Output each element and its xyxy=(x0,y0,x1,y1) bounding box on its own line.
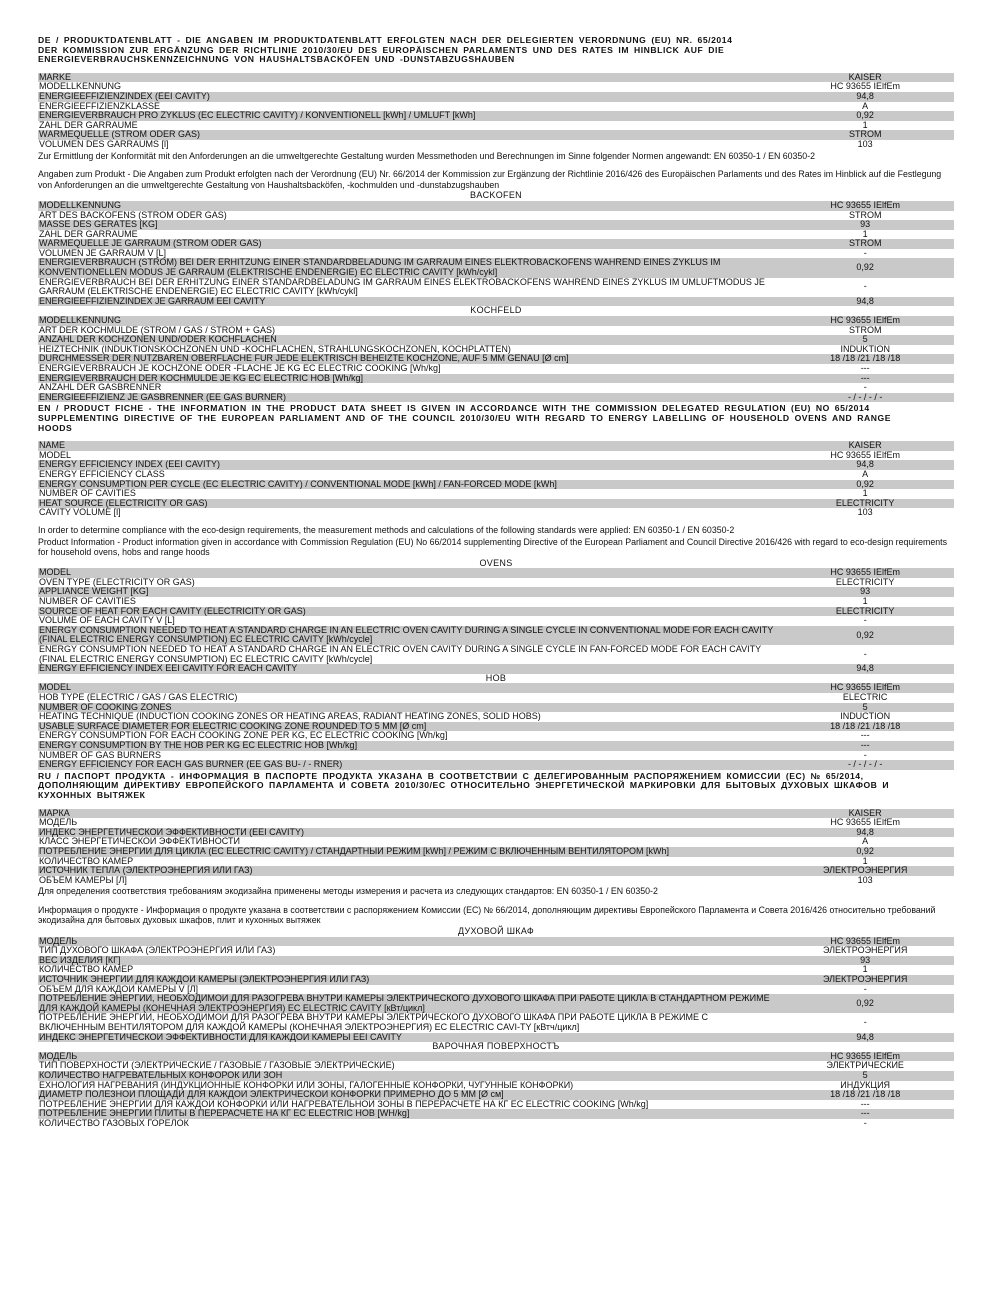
spec-value: --- xyxy=(775,1100,954,1110)
spec-label: ОБЪЕМ КАМЕРЫ [Л] xyxy=(38,876,775,886)
spec-label: КОЛИЧЕСТВО КАМЕР xyxy=(38,965,775,975)
spec-row xyxy=(38,818,954,828)
spec-row xyxy=(38,946,954,956)
spec-label: ЕХНОЛОГИЯ НАГРЕВАНИЯ (ИНДУКЦИОННЫЕ КОНФОРКИ ИЛИ ЗОНЫ, ГАЛОГЕННЫЕ КОНФОРКИ, ЧУГУННЫЕ КОНФОРКИ) xyxy=(38,1081,775,1091)
spec-label: ТИП ДУХОВОГО ШКАФА (ЭЛЕКТРОЭНЕРГИЯ ИЛИ ГАЗ) xyxy=(38,946,775,956)
spec-label: ENERGY CONSUMPTION FOR EACH COOKING ZONE PER KG, EC ELECTRIC COOKING [Wh/kg] xyxy=(38,731,775,741)
spec-label: OVEN TYPE (ELECTRICITY OR GAS) xyxy=(38,578,775,588)
spec-value: 0,92 xyxy=(775,626,954,645)
spec-row xyxy=(38,1100,954,1110)
spec-value: - xyxy=(775,249,954,259)
spec-label: ANZAHL DER KOCHZONEN UND/ODER KOCHFLÄCHEN xyxy=(38,335,775,345)
spec-row xyxy=(38,345,954,355)
ru-oven-table xyxy=(38,937,954,1043)
spec-value: HC 93655 IElfEm xyxy=(775,201,954,211)
spec-label: МОДЕЛЬ xyxy=(38,1052,775,1062)
spec-label: HOB TYPE (ELECTRIC / GAS / GAS ELECTRIC) xyxy=(38,693,775,703)
spec-label: ENERGY EFFICIENCY CLASS xyxy=(38,470,775,480)
spec-label: ENERGY CONSUMPTION NEEDED TO HEAT A STANDARD CHARGE IN AN ELECTRIC OVEN CAVITY DURING A SINGLE CYCLE IN CONVENTIONAL MODE FOR EACH CAVITY (FINAL ELECTRIC ENERGY CONSUMPTION) EC ELECTRIC CAVITY [kWh/cycle] xyxy=(38,626,775,645)
ru-oven-title: ДУХОВОЙ ШКАФ xyxy=(458,926,534,937)
spec-row xyxy=(38,578,954,588)
spec-row xyxy=(38,316,954,326)
spec-row xyxy=(38,326,954,336)
spec-value: 94,8 xyxy=(775,664,954,674)
spec-row xyxy=(38,249,954,259)
spec-row xyxy=(38,703,954,713)
spec-label: MODELLKENNUNG xyxy=(38,201,775,211)
spec-row xyxy=(38,712,954,722)
spec-label: ENERGIEVERBRAUCH PRO ZYKLUS (EC ELECTRIC CAVITY) / KONVENTIONELL [kWh] / UMLUFT [kWh] xyxy=(38,111,775,121)
spec-value: ELECTRICITY xyxy=(775,578,954,588)
spec-label: MASSE DES GERÄTES [KG] xyxy=(38,220,775,230)
spec-label: ENERGIEVERBRAUCH JE KOCHZONE ODER -FLÄCHE JE KG EC ELECTRIC COOKING [Wh/kg] xyxy=(38,364,775,374)
spec-label: ИНДЕКС ЭНЕРГЕТИЧЕСКОЙ ЭФФЕКТИВНОСТИ (EEI CAVITY) xyxy=(38,828,775,838)
spec-label: NUMBER OF CAVITIES xyxy=(38,489,775,499)
spec-row xyxy=(38,1109,954,1119)
spec-label: NUMBER OF COOKING ZONES xyxy=(38,703,775,713)
spec-label: ZAHL DER GARRÄUME xyxy=(38,121,775,131)
spec-label: DURCHMESSER DER NUTZBAREN OBERFLÄCHE FÜR JEDE ELEKTRISCH BEHEIZTE KOCHZONE, AUF 5 MM GENAU [Ø cm] xyxy=(38,354,775,364)
spec-value: 5 xyxy=(775,335,954,345)
spec-label: HEAT SOURCE (ELECTRICITY OR GAS) xyxy=(38,499,775,509)
spec-value: --- xyxy=(775,374,954,384)
spec-row xyxy=(38,751,954,761)
spec-row xyxy=(38,441,954,451)
spec-row xyxy=(38,335,954,345)
spec-row xyxy=(38,876,954,886)
spec-row xyxy=(38,130,954,140)
spec-value: --- xyxy=(775,731,954,741)
spec-value: 5 xyxy=(775,1071,954,1081)
spec-row xyxy=(38,102,954,112)
spec-label: ART DES BACKOFENS (STROM ODER GAS) xyxy=(38,211,775,221)
ru-hob-table xyxy=(38,1052,954,1129)
spec-value: - xyxy=(775,1013,954,1032)
spec-row xyxy=(38,201,954,211)
en-general-table xyxy=(38,441,954,518)
spec-value: --- xyxy=(775,364,954,374)
spec-label: ПОТРЕБЛЕНИЕ ЭНЕРГИИ ДЛЯ ЦИКЛА (EC ELECTRIC CAVITY) / СТАНДАРТНЫЙ РЕЖИМ [kWh] / РЕЖИМ С ВКЛЮЧЕННЫМ ВЕНТИЛЯТОРОМ [kWh] xyxy=(38,847,775,857)
spec-label: MODEL xyxy=(38,451,775,461)
spec-label: VOLUMEN JE GARRAUM V [L] xyxy=(38,249,775,259)
en-hob-title: HOB xyxy=(485,672,507,683)
spec-value: --- xyxy=(775,1109,954,1119)
spec-row xyxy=(38,230,954,240)
spec-value: - xyxy=(775,985,954,995)
spec-label: ENERGIEVERBRAUCH DER KOCHMULDE JE KG EC ELECTRIC HOB [Wh/kg] xyxy=(38,374,775,384)
spec-row xyxy=(38,1071,954,1081)
section-de xyxy=(38,36,954,402)
spec-row xyxy=(38,489,954,499)
spec-row xyxy=(38,508,954,518)
en-header: EN / PRODUCT FICHE - THE INFORMATION IN THE PRODUCT DATA SHEET IS GIVEN IN ACCORDANCE WITH THE COMMISSION DELEGATED REGULATION (EU) NO 65/2014 SUPPLEMENTING DIRECTIVE OF THE EUROPEAN PARLIAMENT AND OF THE COUNCIL 2010/30/EU WITH REGARD TO ENERGY LABELLING OF HOUSEHOLD OVENS AND RANGE HOODS xyxy=(38,403,892,433)
spec-label: ENERGIEVERBRAUCH (STROM) BEI DER ERHITZUNG EINER STANDARDBELADUNG IM GARRAUM EINES ELEKTROBACKOFENS WÄHREND EINES ZYKLUS IM KONVENTIONELLEN MODUS JE GARRAUM (ELEKTRISCHE ENDENERGIE) EC ELECTRIC CAVITY [kWh/cykl] xyxy=(38,258,775,277)
spec-value: ЭЛЕКТРОЭНЕРГИЯ xyxy=(775,866,954,876)
spec-label: ПОТРЕБЛЕНИЕ ЭНЕРГИИ, НЕОБХОДИМОЙ ДЛЯ РАЗОГРЕВА ВНУТРИ КАМЕРЫ ЭЛЕКТРИЧЕСКОГО ДУХОВОГО ШКАФА ПРИ РАБОТЕ ЦИКЛА В СТАНДАРТНОМ РЕЖИМЕ ДЛЯ КАЖДОЙ КАМЕРЫ (КОНЕЧНАЯ ЭЛЕКТРОЭНЕРГИЯ) EC ELECTRIC CAVITY [кВт/цикл] xyxy=(38,994,775,1013)
spec-row xyxy=(38,451,954,461)
spec-row xyxy=(38,1061,954,1071)
spec-row xyxy=(38,364,954,374)
de-oven-table xyxy=(38,201,954,307)
spec-value: --- xyxy=(775,741,954,751)
spec-row xyxy=(38,587,954,597)
spec-label: MODELLKENNUNG xyxy=(38,82,775,92)
spec-row xyxy=(38,470,954,480)
spec-value: 103 xyxy=(775,140,954,150)
spec-row xyxy=(38,731,954,741)
spec-label: ТИП ПОВЕРХНОСТИ (ЭЛЕКТРИЧЕСКИЕ / ГАЗОВЫЕ / ГАЗОВЫЕ ЭЛЕКТРИЧЕСКИЕ) xyxy=(38,1061,775,1071)
spec-row xyxy=(38,956,954,966)
spec-row xyxy=(38,278,954,297)
spec-label: ENERGY CONSUMPTION BY THE HOB PER KG EC ELECTRIC HOB [Wh/kg] xyxy=(38,741,775,751)
spec-label: КЛАСС ЭНЕРГЕТИЧЕСКОЙ ЭФФЕКТИВНОСТИ xyxy=(38,837,775,847)
spec-label: ANZAHL DER GASBRENNER xyxy=(38,383,775,393)
ru-header: RU / ПАСПОРТ ПРОДУКТА - ИНФОРМАЦИЯ В ПАСПОРТЕ ПРОДУКТА УКАЗАНА В СООТВЕТСТВИИ С ДЕЛЕГИРОВАННЫМ РАСПОРЯЖЕНИЕМ КОМИССИИ (ЕС) № 65/2014, ДОПОЛНЯЮЩИМ ДИРЕКТИВУ ЕВРОПЕЙСКОГО ПАРЛАМЕНТА И СОВЕТА 2010/30/ЕС ОТНОСИТЕЛЬНО ЭНЕРГЕТИЧЕСКОЙ МАРКИРОВКИ ДЛЯ БЫТОВЫХ ДУХОВЫХ ШКАФОВ И КУХОННЫХ ВЫТЯЖЕК xyxy=(38,770,890,800)
spec-row xyxy=(38,645,954,664)
spec-label: HEATING TECHNIQUE (INDUCTION COOKING ZONES OR HEATING AREAS, RADIANT HEATING ZONES, SOLID HOBS) xyxy=(38,712,775,722)
spec-row xyxy=(38,111,954,121)
spec-label: ENERGY EFFICIENCY INDEX (EEI CAVITY) xyxy=(38,460,775,470)
spec-label: NUMBER OF CAVITIES xyxy=(38,597,775,607)
spec-value: STROM xyxy=(775,211,954,221)
spec-value: HC 93655 IElfEm xyxy=(775,683,954,693)
spec-row xyxy=(38,965,954,975)
spec-value: 18 /18 /21 /18 /18 xyxy=(775,722,954,732)
en-standards-note: In order to determine compliance with the eco-design requirements, the measurement methods and calculations of the following standards were applied: EN 60350-1 / EN 60350-2 xyxy=(38,524,735,535)
ru-product-info-note: Информация о продукте - Информация о продукте указана в соответствии с распоряжением Комиссии (ЕС) № 66/2014, дополняющим директивы Европейского Парламента и Совета 2016/426 относительно требований экодизайна для бытовых духовых шкафов, плит и кухонных вытяжек xyxy=(38,904,936,926)
spec-row xyxy=(38,828,954,838)
spec-label: ПОТРЕБЛЕНИЕ ЭНЕРГИИ ДЛЯ КАЖДОЙ КОНФОРКИ ИЛИ НАГРЕВАТЕЛЬНОЙ ЗОНЫ В ПЕРЕРАСЧЕТЕ НА КГ EC ELECTRIC COOKING [Wh/kg] xyxy=(38,1100,775,1110)
spec-value: HC 93655 IElfEm xyxy=(775,568,954,578)
de-general-table xyxy=(38,73,954,150)
spec-row xyxy=(38,73,954,83)
de-header: DE / PRODUKTDATENBLATT - DIE ANGABEN IM PRODUKTDATENBLATT ERFOLGTEN NACH DER DELEGIERTEN VERORDNUNG (EU) NR. 65/2014 DER KOMMISSION ZUR ERGÄNZUNG DER RICHTLINIE 2010/30/EU DES EUROPÄISCHEN PARLAMENTS UND DES RATES IM HINBLICK AUF DIE ENERGIEVERBRAUCHSKENNZEICHNUNG VON HAUSHALTSBACKÖFEN UND -DUNSTABZUGSHAUBEN xyxy=(38,35,733,65)
spec-row xyxy=(38,1090,954,1100)
spec-row xyxy=(38,393,954,403)
spec-label: NAME xyxy=(38,441,775,451)
spec-value: KAISER xyxy=(775,73,954,83)
spec-label: ОБЪЕМ ДЛЯ КАЖДОЙ КАМЕРЫ V [Л] xyxy=(38,985,775,995)
spec-row xyxy=(38,847,954,857)
spec-label: ENERGIEEFFIZIENZ JE GASBRENNER (EE GAS BURNER) xyxy=(38,393,775,403)
spec-row xyxy=(38,722,954,732)
spec-label: ДИАМЕТР ПОЛЕЗНОЙ ПЛОЩАДИ ДЛЯ КАЖДОЙ ЭЛЕКТРИЧЕСКОЙ КОНФОРКИ ПРИМЕРНО ДО 5 ММ [Ø см] xyxy=(38,1090,775,1100)
spec-row xyxy=(38,499,954,509)
spec-label: MODEL xyxy=(38,683,775,693)
spec-row xyxy=(38,866,954,876)
spec-label: VOLUMEN DES GARRAUMS [l] xyxy=(38,140,775,150)
spec-value: 1 xyxy=(775,489,954,499)
spec-row xyxy=(38,92,954,102)
spec-value: 0,92 xyxy=(775,111,954,121)
spec-label: VOLUME OF EACH CAVITY V [L] xyxy=(38,616,775,626)
spec-label: WÄRMEQUELLE (STROM ODER GAS) xyxy=(38,130,775,140)
spec-value: A xyxy=(775,837,954,847)
spec-row xyxy=(38,1081,954,1091)
spec-value: INDUKTION xyxy=(775,345,954,355)
spec-value: KAISER xyxy=(775,809,954,819)
spec-value: HC 93655 IElfEm xyxy=(775,82,954,92)
spec-row xyxy=(38,258,954,277)
spec-row xyxy=(38,211,954,221)
spec-value: HC 93655 IElfEm xyxy=(775,818,954,828)
spec-value: STROM xyxy=(775,326,954,336)
spec-value: 1 xyxy=(775,965,954,975)
spec-label: МОДЕЛЬ xyxy=(38,818,775,828)
ru-general-table xyxy=(38,809,954,886)
spec-value: ЭЛЕКТРОЭНЕРГИЯ xyxy=(775,946,954,956)
spec-value: - xyxy=(775,383,954,393)
spec-value: 0,92 xyxy=(775,994,954,1013)
ru-hob-title: ВАРОЧНАЯ ПОВЕРХНОСТЪ xyxy=(432,1041,560,1052)
spec-label: ENERGY CONSUMPTION PER CYCLE (EC ELECTRIC CAVITY) / CONVENTIONAL MODE [kWh] / FAN-FORCED MODE [kWh] xyxy=(38,480,775,490)
spec-value: 1 xyxy=(775,121,954,131)
spec-value: HC 93655 IElfEm xyxy=(775,937,954,947)
spec-value: 1 xyxy=(775,230,954,240)
spec-value: 93 xyxy=(775,956,954,966)
spec-label: APPLIANCE WEIGHT [KG] xyxy=(38,587,775,597)
spec-row xyxy=(38,1052,954,1062)
spec-label: КОЛИЧЕСТВО КАМЕР xyxy=(38,857,775,867)
spec-label: MODEL xyxy=(38,568,775,578)
spec-value: - xyxy=(775,278,954,297)
spec-value: 18 /18 /21 /18 /18 xyxy=(775,1090,954,1100)
spec-value: STROM xyxy=(775,239,954,249)
spec-label: ENERGIEEFFIZIENZKLASSE xyxy=(38,102,775,112)
spec-label: SOURCE OF HEAT FOR EACH CAVITY (ELECTRICITY OR GAS) xyxy=(38,607,775,617)
spec-label: ENERGIEVERBRAUCH BEI DER ERHITZUNG EINER STANDARDBELADUNG IM GARRAUM EINES ELEKTROBACKOFENS WÄHREND EINES ZYKLUS IM UMLUFTMODUS JE GARRAUM (ELEKTRISCHE ENDENERGIE) EC ELECTRIC CAVITY [kWh/cykl] xyxy=(38,278,775,297)
spec-value: ЭЛЕКТРОЭНЕРГИЯ xyxy=(775,975,954,985)
spec-row xyxy=(38,597,954,607)
spec-value: ИНДУКЦИЯ xyxy=(775,1081,954,1091)
spec-value: 103 xyxy=(775,508,954,518)
spec-label: ПОТРЕБЛЕНИЕ ЭНЕРГИИ ПЛИТЫ В ПЕРЕРАСЧЕТЕ НА КГ EC ELECTRIC HOB [WH/kg] xyxy=(38,1109,775,1119)
spec-value: - xyxy=(775,645,954,664)
section-ru xyxy=(38,772,954,1129)
spec-row xyxy=(38,683,954,693)
spec-row xyxy=(38,626,954,645)
spec-label: КОЛИЧЕСТВО ГАЗОВЫХ ГОРЕЛОК xyxy=(38,1119,775,1129)
spec-value: 5 xyxy=(775,703,954,713)
spec-value: ЭЛЕКТРИЧЕСКИЕ xyxy=(775,1061,954,1071)
spec-value: INDUCTION xyxy=(775,712,954,722)
spec-label: ZAHL DER GARRÄUME xyxy=(38,230,775,240)
spec-label: ИНДЕКС ЭНЕРГЕТИЧЕСКОЙ ЭФФЕКТИВНОСТИ ДЛЯ КАЖДОЙ КАМЕРЫ EEI CAVITY xyxy=(38,1033,775,1043)
spec-label: ПОТРЕБЛЕНИЕ ЭНЕРГИИ, НЕОБХОДИМОЙ ДЛЯ РАЗОГРЕВА ВНУТРИ КАМЕРЫ ЭЛЕКТРИЧЕСКОГО ДУХОВОГО ШКАФА ПРИ РАБОТЕ ЦИКЛА В РЕЖИМЕ С ВКЛЮЧЕННЫМ ВЕНТИЛЯТОРОМ ДЛЯ КАЖДОЙ КАМЕРЫ (КОНЕЧНАЯ ЭЛЕКТРОЭНЕРГИЯ) EC ELECTRIC CAVI-TY [кВтч/цикл] xyxy=(38,1013,775,1032)
spec-label: ENERGY EFFICIENCY FOR EACH GAS BURNER (EE GAS BU- / - RNER) xyxy=(38,760,775,770)
spec-row xyxy=(38,121,954,131)
spec-label: CAVITY VOLUME [l] xyxy=(38,508,775,518)
spec-label: MARKE xyxy=(38,73,775,83)
spec-row xyxy=(38,975,954,985)
de-hob-title: KOCHFELD xyxy=(470,305,522,316)
spec-label: КОЛИЧЕСТВО НАГРЕВАТЕЛЬНЫХ КОНФОРОК ИЛИ ЗОН xyxy=(38,1071,775,1081)
de-standards-note: Zur Ermittlung der Konformität mit den Anforderungen an die umweltgerechte Gestaltung wurden Messmethoden und Berechnungen im Sinne folgender Normen angewandt: EN 60350-1 / EN 60350-2 xyxy=(38,150,816,161)
spec-value: - xyxy=(775,751,954,761)
spec-value: 1 xyxy=(775,857,954,867)
spec-row xyxy=(38,480,954,490)
spec-row xyxy=(38,460,954,470)
de-oven-title: BACKOFEN xyxy=(470,190,522,201)
spec-label: USABLE SURFACE DIAMETER FOR ELECTRIC COOKING ZONE ROUNDED TO 5 MM [Ø cm] xyxy=(38,722,775,732)
spec-value: HC 93655 IElfEm xyxy=(775,451,954,461)
spec-value: ELECTRICITY xyxy=(775,607,954,617)
spec-label: ВЕС ИЗДЕЛИЯ [КГ] xyxy=(38,956,775,966)
spec-label: МОДЕЛЬ xyxy=(38,937,775,947)
spec-label: ИСТОЧНИК ТЕПЛА (ЭЛЕКТРОЭНЕРГИЯ ИЛИ ГАЗ) xyxy=(38,866,775,876)
spec-row xyxy=(38,1013,954,1032)
spec-value: HC 93655 IElfEm xyxy=(775,316,954,326)
spec-label: МАРКА xyxy=(38,809,775,819)
spec-label: ИСТОЧНИК ЭНЕРГИИ ДЛЯ КАЖДОЙ КАМЕРЫ (ЭЛЕКТРОЭНЕРГИЯ ИЛИ ГАЗ) xyxy=(38,975,775,985)
spec-row xyxy=(38,140,954,150)
de-hob-table xyxy=(38,316,954,402)
spec-value: 0,92 xyxy=(775,480,954,490)
spec-value: 94,8 xyxy=(775,92,954,102)
en-oven-table xyxy=(38,568,954,674)
spec-label: ENERGIEEFFIZIENZINDEX JE GARRAUM EEI CAVITY xyxy=(38,297,775,307)
spec-row xyxy=(38,568,954,578)
en-hob-table xyxy=(38,683,954,769)
spec-value: STROM xyxy=(775,130,954,140)
spec-row xyxy=(38,1119,954,1129)
spec-label: ENERGY EFFICIENCY INDEX EEI CAVITY FOR EACH CAVITY xyxy=(38,664,775,674)
spec-row xyxy=(38,994,954,1013)
spec-value: 94,8 xyxy=(775,828,954,838)
spec-value: ELECTRICITY xyxy=(775,499,954,509)
spec-value: KAISER xyxy=(775,441,954,451)
spec-row xyxy=(38,374,954,384)
en-oven-title: OVENS xyxy=(479,557,513,568)
spec-row xyxy=(38,383,954,393)
spec-label: NUMBER OF GAS BURNERS xyxy=(38,751,775,761)
spec-value: 94,8 xyxy=(775,460,954,470)
spec-row xyxy=(38,837,954,847)
spec-label: ENERGIEEFFIZIENZINDEX (EEI CAVITY) xyxy=(38,92,775,102)
ru-standards-note: Для определения соответствия требованиям экодизайна применены методы измерения и расчета из следующих стандартов: EN 60350-1 / EN 60350-2 xyxy=(38,886,658,897)
spec-value: A xyxy=(775,102,954,112)
spec-row xyxy=(38,760,954,770)
spec-value: 0,92 xyxy=(775,258,954,277)
spec-label: WÄRMEQUELLE JE GARRAUM (STROM ODER GAS) xyxy=(38,239,775,249)
spec-value: 93 xyxy=(775,220,954,230)
spec-row xyxy=(38,82,954,92)
spec-value: - / - / - / - xyxy=(775,393,954,403)
de-product-info-note: Angaben zum Produkt - Die Angaben zum Produkt erfolgten nach der Verordnung (EU) Nr. 66/2014 der Kommission zur Ergänzung der Richtlinie 2016/426 des Europäischen Parlaments und des Rates im Hinblick auf die Festlegung von Anforderungen an die umweltgerechte Gestaltung von Haushaltsbacköfen, -kochmulden und -dunstabzugshauben xyxy=(38,169,942,190)
spec-value: - / - / - / - xyxy=(775,760,954,770)
spec-value: 103 xyxy=(775,876,954,886)
spec-row xyxy=(38,857,954,867)
spec-row xyxy=(38,607,954,617)
spec-value: 94,8 xyxy=(775,1033,954,1043)
spec-row xyxy=(38,937,954,947)
spec-value: 94,8 xyxy=(775,297,954,307)
spec-value: 1 xyxy=(775,597,954,607)
spec-value: 18 /18 /21 /18 /18 xyxy=(775,354,954,364)
spec-row xyxy=(38,741,954,751)
spec-value: 93 xyxy=(775,587,954,597)
spec-label: ENERGY CONSUMPTION NEEDED TO HEAT A STANDARD CHARGE IN AN ELECTRIC OVEN CAVITY DURING A SINGLE CYCLE IN FAN-FORCED MODE FOR EACH CAVITY (FINAL ELECTRIC ENERGY CONSUMPTION) EC ELECTRIC CAVITY [kWh/cycle] xyxy=(38,645,775,664)
en-product-info-note: Product Information - Product information given in accordance with Commission Regulation (EU) No 66/2014 supplementing Directive of the European Parliament and Council Directive 2016/426 with regard to eco-design requirements for household ovens, hobs and range hoods xyxy=(38,536,947,558)
spec-label: MODELLKENNUNG xyxy=(38,316,775,326)
spec-row xyxy=(38,239,954,249)
spec-value: 0,92 xyxy=(775,847,954,857)
spec-label: HEIZTECHNIK (INDUKTIONSKOCHZONEN UND -KOCHFLÄCHEN, STRAHLUNGSKOCHZONEN, KOCHPLATTEN) xyxy=(38,345,775,355)
spec-row xyxy=(38,809,954,819)
spec-value: A xyxy=(775,470,954,480)
spec-value: - xyxy=(775,1119,954,1129)
spec-value: ELECTRIC xyxy=(775,693,954,703)
spec-row xyxy=(38,693,954,703)
spec-value: HC 93655 IElfEm xyxy=(775,1052,954,1062)
spec-row xyxy=(38,220,954,230)
spec-label: ART DER KOCHMULDE (STROM / GAS / STROM + GAS) xyxy=(38,326,775,336)
spec-row xyxy=(38,616,954,626)
spec-row xyxy=(38,354,954,364)
spec-row xyxy=(38,985,954,995)
product-fiche-page xyxy=(38,34,954,1129)
spec-value: - xyxy=(775,616,954,626)
section-en xyxy=(38,404,954,769)
